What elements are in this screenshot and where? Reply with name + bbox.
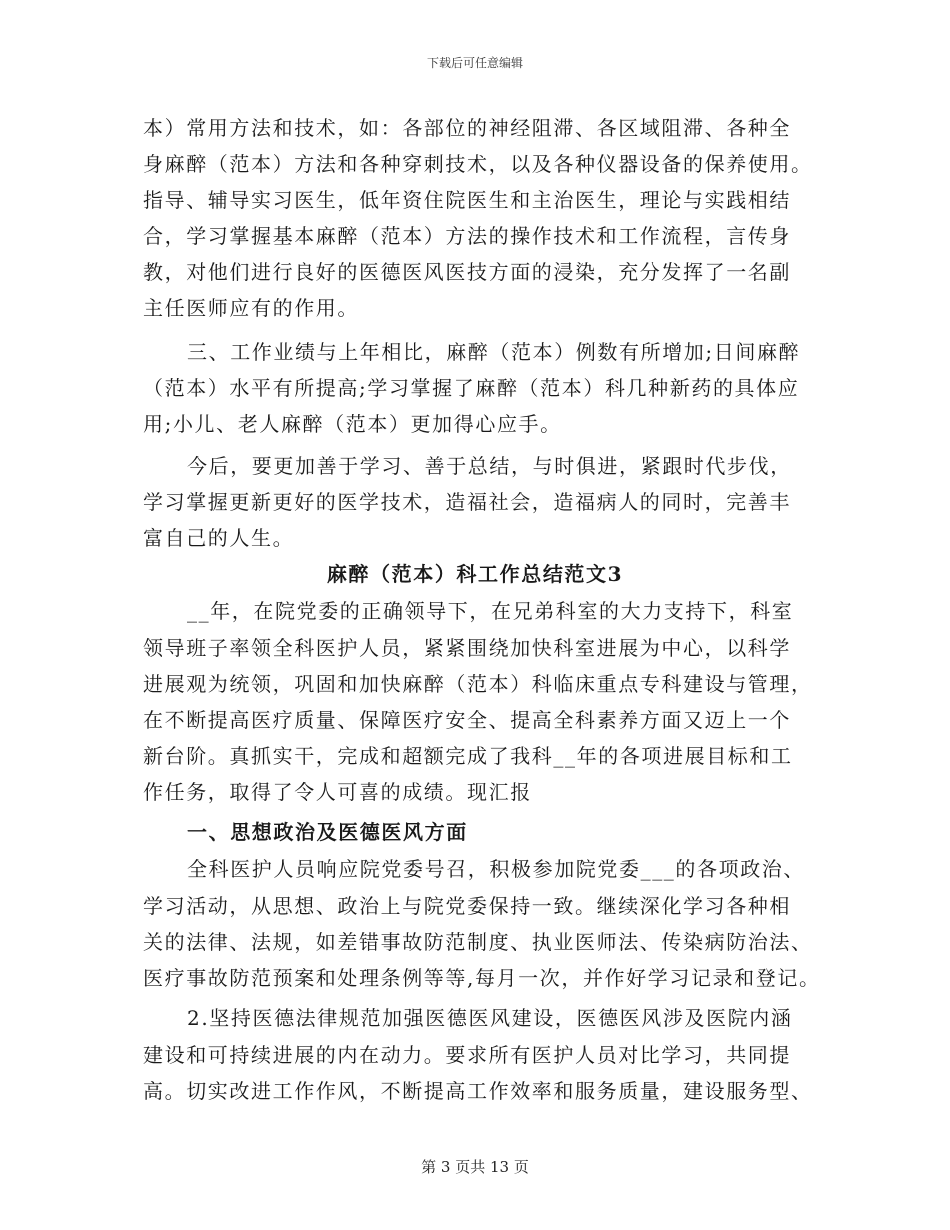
paragraph-line: 进展观为统领，巩固和加快麻醉（范本）科临床重点专科建设与管理， (143, 672, 813, 696)
paragraph-line: 三、工作业绩与上年相比，麻醉（范本）例数有所增加;日间麻醉 (187, 340, 801, 364)
paragraph-line: 本）常用方法和技术，如：各部位的神经阻滞、各区域阻滞、各种全 (143, 116, 791, 140)
paragraph-line: 主任医师应有的作用。 (143, 296, 359, 320)
paragraph-line: 用;小儿、老人麻醉（范本）更加得心应手。 (143, 412, 562, 436)
page-header: 下载后可任意编辑 (426, 56, 523, 70)
paragraph-line: 关的法律、法规，如差错事故防范制度、执业医师法、传染病防治法、 (143, 930, 813, 954)
paragraph-line: 全科医护人员响应院党委号召，积极参加院党委___的各项政治、 (187, 857, 805, 881)
page-footer: 第 3 页共 13 页 (421, 1158, 529, 1176)
paragraph-line: 富自己的人生。 (143, 526, 295, 550)
paragraph-line: __年，在院党委的正确领导下，在兄弟科室的大力支持下，科室 (187, 599, 794, 623)
paragraph-line: 新台阶。真抓实干，完成和超额完成了我科__年的各项进展目标和工 (143, 744, 793, 768)
section-heading: 麻醉（范本）科工作总结范文3 (326, 562, 624, 586)
paragraph-line: 学习掌握更新更好的医学技术，造福社会，造福病人的同时，完善丰 (143, 490, 791, 514)
paragraph-line: 在不断提高医疗质量、保障医疗安全、提高全科素养方面又迈上一个 (143, 708, 791, 732)
paragraph-line: 今后，要更加善于学习、善于总结，与时俱进，紧跟时代步伐， (187, 454, 792, 478)
paragraph-line: 高。切实改进工作作风，不断提高工作效率和服务质量，建设服务型、 (143, 1079, 813, 1103)
paragraph-line: （范本）水平有所提高;学习掌握了麻醉（范本）科几种新药的具体应 (143, 376, 800, 400)
paragraph-line: 教，对他们进行良好的医德医风医技方面的浸染，充分发挥了一名副 (143, 260, 791, 284)
paragraph-line: 学习活动，从思想、政治上与院党委保持一致。继续深化学习各种相 (143, 894, 791, 918)
subsection-heading: 一、思想政治及医德医风方面 (187, 820, 468, 844)
paragraph-line: 指导、辅导实习医生，低年资住院医生和主治医生，理论与实践相结 (143, 188, 791, 212)
paragraph-line: 身麻醉（范本）方法和各种穿刺技术，以及各种仪器设备的保养使用。 (143, 152, 813, 176)
paragraph-line: 领导班子率领全科医护人员，紧紧围绕加快科室进展为中心，以科学 (143, 636, 791, 660)
paragraph-line: 医疗事故防范预案和处理条例等等,每月一次，并作好学习记录和登记。 (143, 966, 821, 990)
paragraph-line: 2.坚持医德法律规范加强医德医风建设，医德医风涉及医院内涵 (187, 1006, 793, 1030)
paragraph-line: 合，学习掌握基本麻醉（范本）方法的操作技术和工作流程，言传身 (143, 224, 791, 248)
paragraph-line: 建设和可持续进展的内在动力。要求所有医护人员对比学习，共同提 (143, 1043, 791, 1067)
paragraph-line: 作任务，取得了令人可喜的成绩。现汇报 (143, 780, 532, 804)
